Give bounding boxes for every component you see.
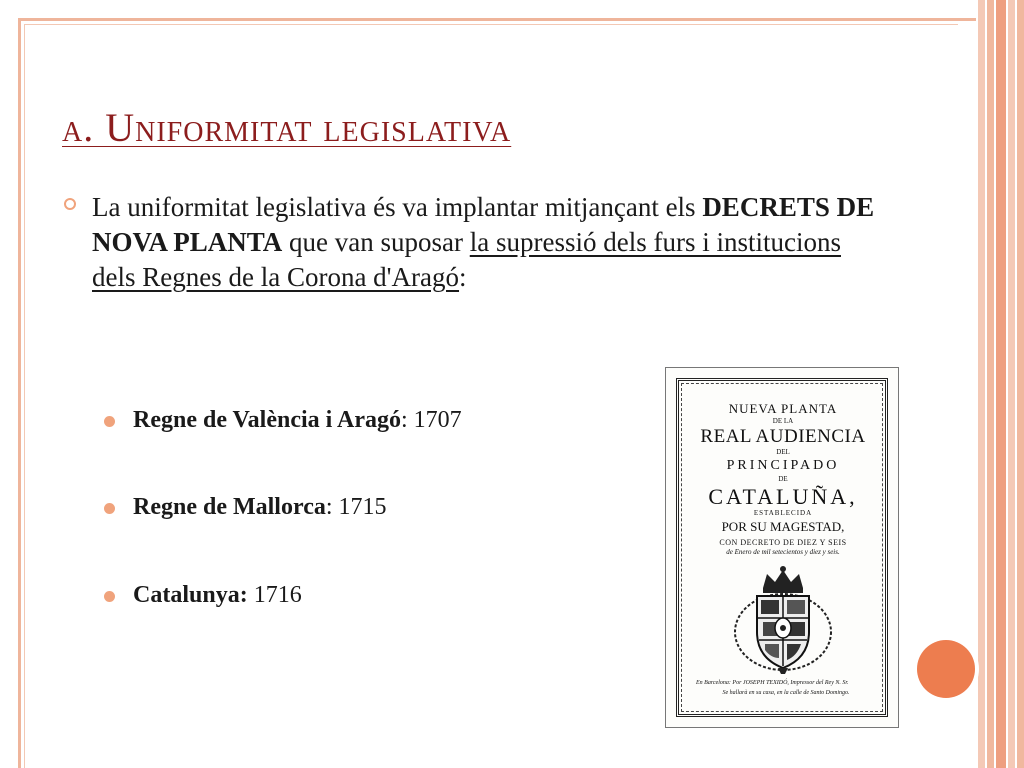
stripe [987, 0, 994, 768]
doc-line: CON DECRETO DE DIEZ Y SEIS [719, 538, 847, 547]
main-bullet-text [92, 190, 882, 295]
main-text-bold: DECRETS DE NOVA PLANTA [92, 192, 875, 257]
item-rest: 1716 [247, 582, 302, 608]
stripe [996, 0, 1006, 768]
royal-coat-of-arms-icon [723, 566, 843, 674]
stripe [978, 0, 985, 768]
doc-line: POR SU MAGESTAD, [721, 519, 845, 534]
doc-line: DE [778, 475, 788, 483]
dot-bullet-icon [104, 416, 115, 427]
doc-line: DE LA [772, 417, 794, 425]
main-text-part: La uniformitat legislativa és va implantar mitjançant els [92, 192, 703, 222]
item-rest: : 1715 [325, 494, 387, 520]
nueva-planta-document-image [665, 367, 899, 728]
slide-title: a. Uniformitat legislativa [62, 105, 512, 150]
item-bold: Catalunya: [133, 582, 248, 608]
doc-footer-line: Se hallarà en su casa, en la calle de Santo Domingo. [722, 690, 850, 696]
doc-line: de Enero de mil setecientos y diez y seis. [726, 548, 840, 556]
main-text-underlined: la supressió dels furs i institucions dels Regnes de la Corona d'Aragó [92, 227, 841, 292]
doc-line: NUEVA PLANTA [728, 401, 838, 416]
list-item [100, 582, 302, 609]
doc-line: DEL [776, 448, 790, 456]
decorative-circle [917, 640, 975, 698]
item-bold: Regne de Mallorca [133, 494, 326, 520]
ring-bullet-icon [64, 198, 76, 210]
doc-line: PRINCIPADO [726, 458, 840, 473]
decorative-stripes [978, 0, 1024, 768]
doc-line: ESTABLECIDA [753, 509, 813, 517]
doc-line: CATALUÑA, [708, 484, 858, 509]
dot-bullet-icon [104, 591, 115, 602]
item-rest: : 1707 [401, 407, 462, 433]
stripe [1008, 0, 1015, 768]
doc-footer-line: En Barcelona: Por JOSEPH TEXIDÓ, Impressor del Rey N. Sr. [696, 680, 849, 686]
dot-bullet-icon [104, 503, 115, 514]
item-bold: Regne de València i Aragó [133, 407, 401, 433]
list-item [100, 494, 387, 521]
list-item [100, 407, 462, 434]
main-bullet [58, 190, 878, 295]
stripe [1017, 0, 1024, 768]
main-text-end: : [459, 262, 467, 292]
doc-line: REAL AUDIENCIA [700, 426, 866, 447]
main-text-part: que van suposar [282, 227, 470, 257]
